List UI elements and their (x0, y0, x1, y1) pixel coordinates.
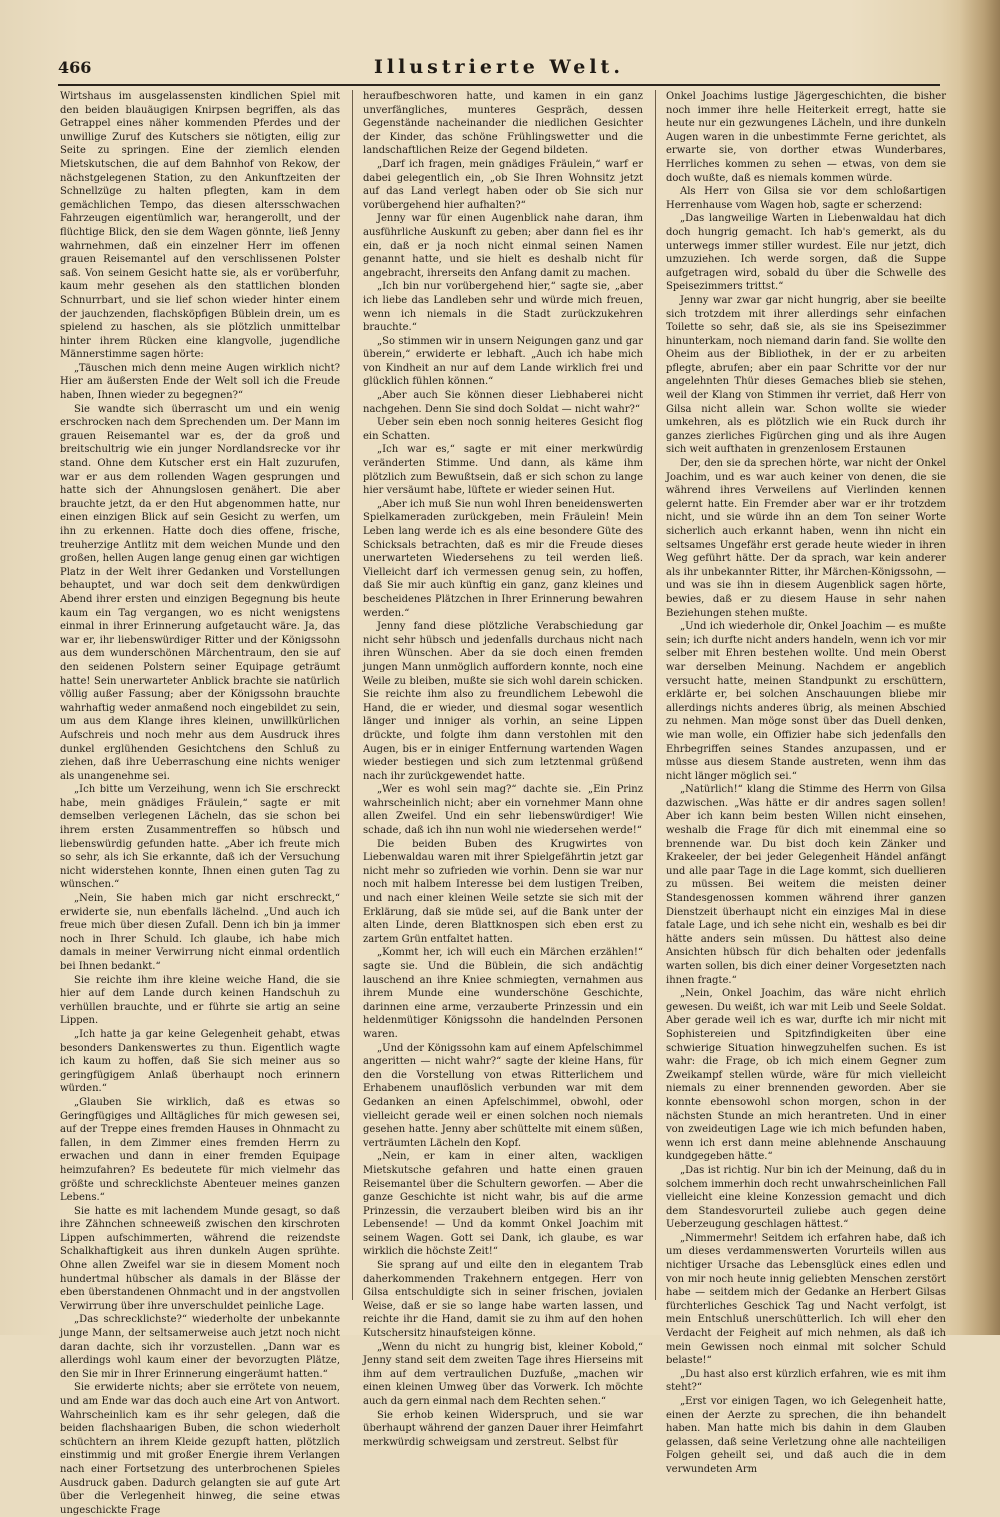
journal-title: Illustrierte Welt. (374, 56, 624, 78)
paragraph: Sie hatte es mit lachendem Munde gesagt, so daß ihre Zähnchen schneeweiß zwischen den kirschroten Lippen aufschimmerten, während die reizendste Schalkhaftigkeit aus ihren dunkeln Augen sprühte. Ohne allen Zweifel war sie in diesem Moment noch hundertmal hübscher als damals in der Blässe der eben überstandenen Ohnmacht und in der angstvollen Verwirrung über ihre unverschuldet peinliche Lage. (60, 1205, 340, 1312)
paragraph: heraufbeschworen hatte, und kamen in ein ganz unverfängliches, munteres Gespräch, dessen Gegenstände nacheinander die niedlichen Gesichter der Kinder, das schöne Frühlingswetter und die landschaftlichen Reize der Gegend bildeten. (363, 91, 643, 157)
text-column-1 (60, 90, 340, 1516)
paragraph: „Wer es wohl sein mag?“ dachte sie. „Ein Prinz wahrscheinlich nicht; aber ein vornehmer Mann ohne allen Zweifel. Und ein sehr liebenswürdiger! Wie schade, daß ich ihn nun wohl nie wiedersehen werde!“ (363, 784, 643, 837)
paragraph: Wirtshaus im ausgelassensten kindlichen Spiel mit den beiden blauäugigen Knirpsen begriffen, als das Getrappel eines näher kommenden Pferdes und der unwillige Zuruf des Kutschers sie nötigten, eilig zur Seite zu springen. Eine der ziemlich elenden Mietskutschen, die auf dem Bahnhof von Rekow, der nächstgelegenen Station, zu den Ankunftzeiten der Schnellzüge zu halten pflegten, kam in dem gemächlichen Tempo, das diesen altersschwachen Fahrzeugen eigentümlich war, herangerollt, und der flüchtige Blick, den sie dem Wagen gönnte, ließ Jenny wahrnehmen, daß ein einzelner Herr im offenen grauen Reisemantel auf den verschlissenen Polster saß. Von seinem Gesicht hatte sie, als er vorüberfuhr, kaum mehr gesehen als den stattlichen blonden Schnurrbart, und sie lief schon wieder hinter einem der jauchzenden, flachsköpfigen Büblein drein, um es spielend zu haschen, als sie plötzlich unmittelbar hinter ihrem Rücken eine klangvolle, jugendliche Männerstimme sagen hörte: (60, 91, 340, 361)
paragraph: Sie reichte ihm ihre kleine weiche Hand, die sie hier auf dem Lande durch keinen Handschuh zu verhüllen brauchte, und er führte sie artig an seine Lippen. (60, 974, 340, 1027)
paragraph: „Und ich wiederhole dir, Onkel Joachim — es mußte sein; ich durfte nicht anders handeln, wenn ich vor mir selber mit Ehren bestehen wollte. Und mein Oberst war derselben Meinung. Nachdem er angeblich versucht hatte, meinen Standpunkt zu erschüttern, erklärte er, bei solchen Anschauungen bliebe mir allerdings nichts anderes übrig, als meinen Abschied zu nehmen. Man möge sonst über das Duell denken, wie man wolle, ein Offizier habe sich jedenfalls den Ehrbegriffen seines Standes anzupassen, und er müsse aus diesem Stande austreten, wenn ihm das nicht länger möglich sei.“ (666, 621, 946, 782)
paragraph: „Aber auch Sie können dieser Liebhaberei nicht nachgehen. Denn Sie sind doch Soldat — nicht wahr?“ (363, 390, 643, 415)
paragraph: Jenny war für einen Augenblick nahe daran, ihm ausführliche Auskunft zu geben; aber dann fiel es ihr ein, daß er ja noch nicht einmal seinen Namen genannt hatte, und sie hielt es deshalb nicht für angebracht, ihrerseits den Anfang damit zu machen. (363, 213, 643, 279)
paragraph: Jenny fand diese plötzliche Verabschiedung gar nicht sehr hübsch und jedenfalls durchaus nicht nach ihren Wünschen. Aber da sie doch einen fremden jungen Mann unmöglich auffordern konnte, noch eine Weile zu bleiben, mußte sie sich wohl darein schicken. Sie reichte ihm also zu freundlichem Lebewohl die Hand, die er wieder, und diesmal sogar wesentlich länger und inniger als vorhin, an seine Lippen drückte, und folgte ihm dann verstohlen mit den Augen, bis er in einiger Entfernung wartenden Wagen wieder bestiegen und sich zum letztenmal grüßend nach ihr zurückgewendet hatte. (363, 621, 643, 782)
paragraph: „Aber ich muß Sie nun wohl Ihren beneidenswerten Spielkameraden zurückgeben, mein Fräulein! Mein Leben lang werde ich es als eine besondere Güte des Schicksals betrachten, daß es mir die Freude dieses unerwarteten Wiedersehens zu teil werden ließ. Vielleicht darf ich vermessen genug sein, zu hoffen, daß Sie mir auch künftig ein ganz, ganz kleines und bescheidenes Plätzchen in Ihrer Erinnerung bewahren werden.“ (363, 498, 643, 619)
paragraph: Als Herr von Gilsa sie vor dem schloßartigen Herrenhause vom Wagen hob, sagte er scherzend: (666, 186, 946, 211)
paragraph: „Und der Königssohn kam auf einem Apfelschimmel angeritten — nicht wahr?“ sagte der kleine Hans, für den die Vorstellung von etwas Ritterlichem und Erhabenem unauflöslich verbunden war mit dem Gedanken an einen Apfelschimmel, obwohl, oder vielleicht gerade weil er einen solchen noch niemals gesehen hatte. Jenny aber schüttelte mit einem süßen, verträumten Lächeln den Kopf. (363, 1042, 643, 1149)
paragraph: Onkel Joachims lustige Jägergeschichten, die bisher noch immer ihre helle Heiterkeit erregt, hatte sie heute nur ein gezwungenes Lächeln, und ihre dunkeln Augen waren in die unbestimmte Ferne gerichtet, als erwarte sie, von dorther etwas Wunderbares, Herrliches kommen zu sehen — etwas, von dem sie doch wußte, daß es niemals kommen würde. (666, 91, 946, 184)
paragraph: Der, den sie da sprechen hörte, war nicht der Onkel Joachim, und es war auch keiner von denen, die sie während ihres Verweilens auf Vierlinden kennen gelernt hatte. Ein Fremder aber war er ihr trotzdem nicht, und sie würde ihn an dem Ton seiner Worte sicherlich auch erkannt haben, wenn ihn nicht ein seltsames Ungefähr erst gerade heute wieder in ihren Weg geführt hätte. Der da sprach, war kein anderer als ihr unbekannter Ritter, ihr Märchen-Königssohn, — und was sie ihn in diesem Augenblick sagen hörte, bewies, daß er zu diesem Hause in sehr nahen Beziehungen stehen mußte. (666, 458, 946, 619)
page-header (58, 56, 940, 82)
paragraph: „Ich hatte ja gar keine Gelegenheit gehabt, etwas besonders Dankenswertes zu thun. Eigentlich wagte ich kaum zu hoffen, daß Sie sich meiner aus so geringfügigem Anlaß überhaupt noch erinnern würden.“ (60, 1028, 340, 1095)
column-divider (655, 90, 656, 1300)
paragraph: „So stimmen wir in unsern Neigungen ganz und gar überein,“ erwiderte er lebhaft. „Auch ich habe mich von Kindheit an nur auf dem Lande wirklich frei und glücklich fühlen können.“ (363, 335, 643, 388)
paragraph: „Darf ich fragen, mein gnädiges Fräulein,“ warf er dabei gelegentlich ein, „ob Sie Ihren Wohnsitz jetzt auf das Land verlegt haben oder ob Sie sich nur vorübergehend hier aufhalten?“ (363, 158, 643, 211)
paragraph: „Kommt her, ich will euch ein Märchen erzählen!“ sagte sie. Und die Büblein, die sich andächtig lauschend an ihre Kniee schmiegten, vernahmen aus ihrem Munde eine wunderschöne Geschichte, darinnen eine arme, verzauberte Prinzessin und ein heldenmütiger Königssohn die handelnden Personen waren. (363, 947, 643, 1040)
text-column-3 (666, 90, 946, 1475)
paragraph: „Ich bin nur vorübergehend hier,“ sagte sie, „aber ich liebe das Landleben sehr und würde mich freuen, wenn ich niemals in die Stadt zurückzukehren brauchte.“ (363, 281, 643, 334)
page-edge-shadow (960, 0, 1000, 1335)
paragraph: „Erst vor einigen Tagen, wo ich Gelegenheit hatte, einen der Aerzte zu sprechen, die ihn behandelt haben. Man hatte mich bis dahin in dem Glauben gelassen, daß seine Verletzung ohne alle nachteiligen Folgen geheilt sei, und daß auch die in dem verwundeten Arm (666, 1396, 946, 1475)
paragraph: „Du hast also erst kürzlich erfahren, wie es mit ihm steht?“ (666, 1368, 946, 1394)
paragraph: „Nein, er kam in einer alten, wackligen Mietskutsche gefahren und hatte einen grauen Reisemantel über die Schultern geworfen. — Aber die ganze Geschichte ist nicht wahr, bis auf die arme Prinzessin, die verzaubert bleiben wird bis an ihr Lebensende! — Und da kommt Onkel Joachim mit seinem Wagen. Gott sei Dank, ich glaube, es war wirklich die höchste Zeit!“ (363, 1151, 643, 1258)
paragraph: „Natürlich!“ klang die Stimme des Herrn von Gilsa dazwischen. „Was hätte er dir andres sagen sollen! Aber ich kann beim besten Willen nicht einsehen, weshalb die Frage für dich mit einemmal eine so brennende war. Du bist doch kein Zänker und Krakeeler, der bei jeder Gelegenheit Händel anfängt und alle paar Tage in die Lage kommt, sich duellieren zu müssen. Bei weitem die meisten deiner Standesgenossen kommen während ihrer ganzen Dienstzeit überhaupt nicht ein einziges Mal in diese fatale Lage, und ich sehe nicht ein, weshalb es bei dir hätte anders sein müssen. Du hättest also deine Ansichten hübsch für dich behalten oder jedenfalls warten sollen, bis dich einer deiner Vorgesetzten nach ihnen fragte.“ (666, 784, 946, 986)
paragraph: „Nein, Sie haben mich gar nicht erschreckt,“ erwiderte sie, nun ebenfalls lächelnd. „Und auch ich freue mich über diesen Zufall. Denn ich bin ja immer noch in Ihrer Schuld. Ich glaube, ich habe mich damals in meiner Verwirrung nicht einmal ordentlich bei Ihnen bedankt.“ (60, 893, 340, 972)
column-divider (352, 90, 353, 1300)
paragraph: „Glauben Sie wirklich, daß es etwas so Geringfügiges und Alltägliches für mich gewesen sei, auf der Treppe eines fremden Hauses in Ohnmacht zu fallen, in dem Zimmer eines fremden Herrn zu erwachen und dann in einer fremden Equipage heimzufahren? Es bedeutete für mich vielmehr das größte und schrecklichste Abenteuer meines ganzen Lebens.“ (60, 1096, 340, 1204)
paragraph: „Wenn du nicht zu hungrig bist, kleiner Kobold,“ Jenny stand seit dem zweiten Tage ihres Hierseins mit ihm auf dem vertraulichen Duzfuße, „machen wir einen kleinen Umweg über das Vorwerk. Ich möchte auch da gern einmal nach dem Rechten sehen.“ (363, 1341, 643, 1407)
paragraph: „Das langweilige Warten in Liebenwaldau hat dich doch hungrig gemacht. Ich hab's gemerkt, als du unterwegs immer stiller wurdest. Eile nur jetzt, dich umzuziehen. Ich werde sorgen, daß die Suppe aufgetragen wird, sobald du über die Schwelle des Speisezimmers trittst.“ (666, 213, 946, 293)
text-column-2 (363, 90, 643, 1448)
paragraph: Sie sprang auf und eilte den in elegantem Trab daherkommenden Trakehnern entgegen. Herr von Gilsa entschuldigte sich in seiner frischen, jovialen Weise, daß er sie so lange habe warten lassen, und reichte ihr die Hand, damit sie zu ihm auf den hohen Kutschersitz hinaufsteigen könne. (363, 1260, 643, 1340)
page-number: 466 (58, 58, 92, 77)
paragraph: „Nein, Onkel Joachim, das wäre nicht ehrlich gewesen. Du weißt, ich war mit Leib und Seele Soldat. Aber gerade weil ich es war, durfte ich mir nicht mit Sophistereien und Spitzfindigkeiten über eine schwierige Situation hinwegzuhelfen suchen. Es ist wahr: die Frage, ob ich mich einem Gegner zum Zweikampf stellen würde, wäre für mich vielleicht niemals zu einer brennenden geworden. Aber sie konnte ebensowohl schon morgen, schon in der nächsten Stunde an mich herantreten. Und in einer von zweideutigen Lage wie ich mich befunden haben, wenn ich erst dann meine ablehnende Anschauung kundgegeben hätte.“ (666, 988, 946, 1163)
paragraph: „Ich war es,“ sagte er mit einer merkwürdig veränderten Stimme. Und dann, als käme ihm plötzlich zum Bewußtsein, daß er sich schon zu lange hier versäumt habe, lüftete er wieder seinen Hut. (363, 444, 643, 497)
paragraph: Sie erhob keinen Widerspruch, und sie war überhaupt während der ganzen Dauer ihrer Heimfahrt merkwürdig schweigsam und zerstreut. Selbst für (363, 1409, 643, 1448)
paragraph: „Nimmermehr! Seitdem ich erfahren habe, daß ich um dieses verdammenswerten Vorurteils willen aus nichtiger Ursache das Lebensglück eines edlen und von mir noch heute innig geliebten Menschen zerstört habe — seitdem mich der Gedanke an Herbert Gilsas fürchterliches Geschick Tag und Nacht verfolgt, ist mein Entschluß unerschütterlich. Ich will eher den Verdacht der Feigheit auf mich nehmen, als daß ich mein Gewissen noch einmal mit solcher Schuld belaste!“ (666, 1232, 946, 1367)
paragraph: Die beiden Buben des Krugwirtes von Liebenwaldau waren mit ihrer Spielgefährtin jetzt gar nicht mehr so zufrieden wie vorhin. Denn sie war nur noch mit halbem Interesse bei dem lustigen Treiben, und nach einer kleinen Weile setzte sie sich mit der Erklärung, daß sie müde sei, auf die Bank unter der alten Linde, deren Blattknospen sich eben erst zu zartem Grün entfaltet hatten. (363, 838, 643, 945)
paragraph: Jenny war zwar gar nicht hungrig, aber sie beeilte sich trotzdem mit ihrer allerdings sehr einfachen Toilette so sehr, daß sie, als sie ins Speisezimmer hinunterkam, noch niemand darin fand. Sie wollte den Oheim aus der Bibliothek, in der er zu arbeiten pflegte, abrufen; aber ein paar Schritte vor der nur angelehnten Thür dieses Gemaches blieb sie stehen, weil der Klang von Stimmen ihr verriet, daß Herr von Gilsa nicht allein war. Schon wollte sie wieder umkehren, als es plötzlich wie ein Ruck durch ihr ganzes zierliches Figürchen ging und als ihre Augen sich weit aufthaten in grenzenlosem Erstaunen (666, 294, 946, 456)
paragraph: „Das schrecklichste?“ wiederholte der unbekannte junge Mann, der seltsamerweise auch jetzt noch nicht daran dachte, sich ihr vorzustellen. „Dann war es allerdings wohl kaum einer der bevorzugten Plätze, den Sie mir in Ihrer Erinnerung eingeräumt hatten.“ (60, 1314, 340, 1380)
paragraph: „Das ist richtig. Nur bin ich der Meinung, daß du in solchem immerhin doch recht unwahrscheinlichen Fall vielleicht eine kleine Konzession gemacht und dich dem Standesvorurteil zuliebe auch gegen deine Ueberzeugung geschlagen hättest.“ (666, 1164, 946, 1231)
paragraph: „Ich bitte um Verzeihung, wenn ich Sie erschreckt habe, mein gnädiges Fräulein,“ sagte er mit demselben verlegenen Lächeln, das sie schon bei ihrem ersten Zusammentreffen so hübsch und liebenswürdig gefunden hatte. „Aber ich freute mich so sehr, als ich Sie erkannte, daß ich der Versuchung nicht widerstehen konnte, Ihnen einen guten Tag zu wünschen.“ (60, 784, 340, 891)
paragraph: Sie erwiderte nichts; aber sie errötete von neuem, und am Ende war das doch auch eine Art von Antwort. Wahrscheinlich kam es ihr sehr gelegen, daß die beiden flachshaarigen Buben, die schon wiederholt schüchtern an ihrem Kleide gezupft hatten, plötzlich einstimmig und mit großer Energie ihrem Verlangen nach einer Fortsetzung des unterbrochenen Spieles Ausdruck gaben. Dadurch gelangten sie auf gute Art über die Verlegenheit hinweg, die seine etwas ungeschickte Frage (60, 1382, 340, 1516)
paragraph: Ueber sein eben noch sonnig heiteres Gesicht flog ein Schatten. (363, 417, 643, 442)
header-rule (58, 84, 940, 86)
paragraph: „Täuschen mich denn meine Augen wirklich nicht? Hier am äußersten Ende der Welt soll ich die Freude haben, Ihnen wieder zu begegnen?“ (60, 362, 340, 402)
paragraph: Sie wandte sich überrascht um und ein wenig erschrocken nach dem Sprechenden um. Der Mann im grauen Reisemantel war es, der da groß und breitschultrig wie ein junger Nordlandsrecke vor ihr stand. Ohne dem Kutscher erst ein Halt zuzurufen, war er aus dem rollenden Wagen gesprungen und hatte sich der Ahnungslosen genähert. Die aber brauchte jetzt, da er den Hut abgenommen hatte, nur einen einzigen Blick auf sein Gesicht zu werfen, um ihn zu erkennen. Hatte doch dies offene, frische, treuherzige Antlitz mit dem weichen Munde und den großen, hellen Augen lange genug einen gar wichtigen Platz in der Welt ihrer Gedanken und Vorstellungen behauptet, und war doch seit dem denkwürdigen Abend ihrer ersten und einzigen Begegnung bis heute kaum ein Tag vergangen, wo es nicht wenigstens einmal in ihrer Erinnerung aufgetaucht wäre. Ja, das war er, ihr liebenswürdiger Ritter und der Königssohn aus dem wunderschönen Märchentraum, den sie auf den seidenen Polstern seiner Equipage geträumt hatte! Sein unerwarteter Anblick brachte sie natürlich völlig außer Fassung; aber der Königssohn brauchte wahrhaftig weder anmaßend noch eingebildet zu sein, um aus dem Klange ihres kleinen, unwillkürlichen Aufschreis und noch mehr aus dem Ausdruck ihres dunkel erglühenden Gesichtchens den Schluß zu ziehen, daß ihre Ueberraschung eine nichts weniger als unangenehme sei. (60, 403, 340, 782)
